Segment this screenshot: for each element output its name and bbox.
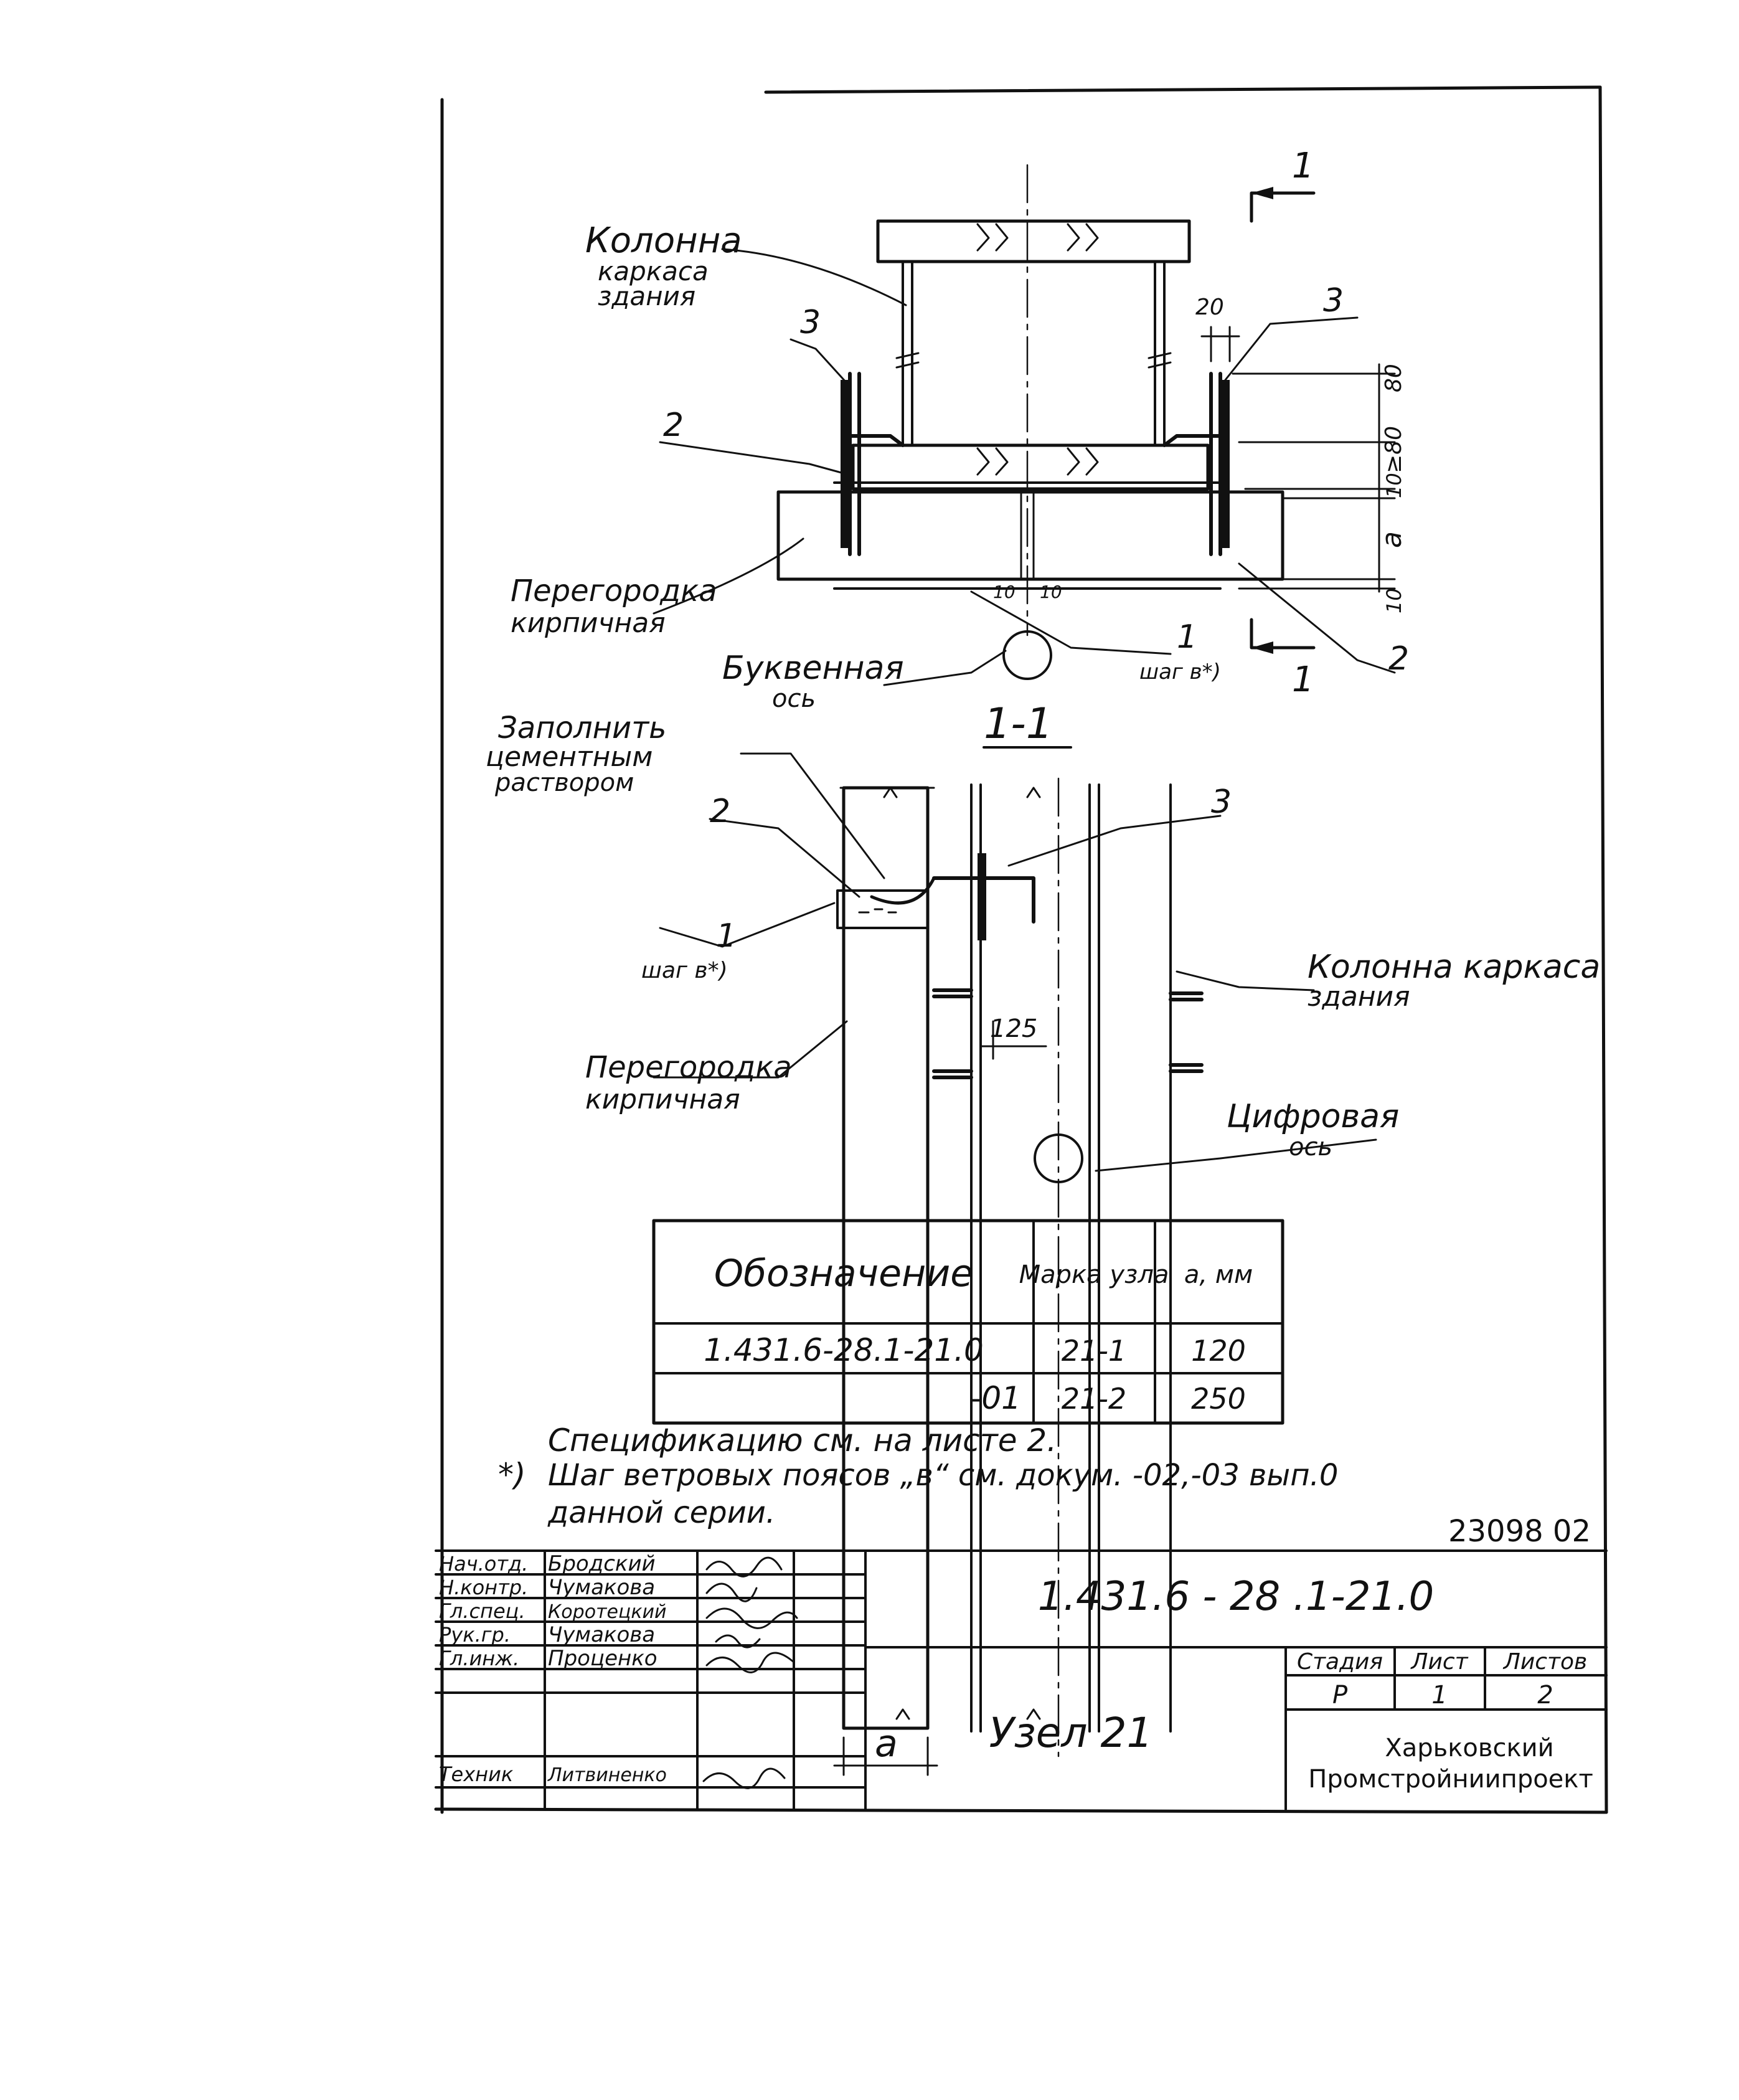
digit-axis-label-2: ось <box>1289 1133 1333 1161</box>
section-mark-top <box>1251 146 1314 221</box>
fill-label-2: цементным <box>486 741 653 773</box>
plan-column-label-3: здания <box>598 281 696 311</box>
staff-role-4: Рук.гр. <box>439 1623 511 1647</box>
plan-callout-2-left: 2 <box>663 407 684 444</box>
table-row1-designation: 1.431.6-28.1-21.0 <box>704 1332 984 1368</box>
dim-80: 80 <box>1381 364 1407 392</box>
plan-view <box>511 146 1409 713</box>
section-column-label-1: Колонна каркаса <box>1308 948 1601 986</box>
brick-partition-plan <box>778 492 1283 579</box>
org-name-2: Промстройниипроект <box>1308 1765 1593 1794</box>
plan-partition-label-1: Перегородка <box>511 574 717 608</box>
fill-label-3: раствором <box>495 769 634 797</box>
inventory-number: 23098 02 <box>1448 1514 1591 1549</box>
table-row2-a: 250 <box>1191 1382 1246 1416</box>
table-header-node: Марка узла <box>1019 1260 1169 1289</box>
table-header-designation: Обозначение <box>714 1252 974 1295</box>
plan-column-label-1: Колонна <box>585 220 742 261</box>
section-title: 1-1 <box>984 699 1053 749</box>
table-row2-designation: -01 <box>970 1380 1021 1416</box>
digit-axis-label-1: Цифровая <box>1227 1098 1400 1135</box>
bracket-left <box>841 374 903 554</box>
dim-a-plan: a <box>1376 531 1408 548</box>
stage-header: Стадия <box>1296 1649 1383 1675</box>
plan-pitch-label: шаг в*) <box>1139 660 1221 684</box>
plan-partition-label-2: кирпичная <box>511 607 666 639</box>
section-mark-bottom <box>1251 620 1314 700</box>
section-column-label-2: здания <box>1308 981 1410 1013</box>
section-callout-3: 3 <box>1211 783 1232 821</box>
section-mark-top-label: 1 <box>1292 146 1314 186</box>
section-callout-1: 1 <box>716 917 737 955</box>
column-top-flange <box>878 221 1189 262</box>
drawing-name: Узел 21 <box>989 1709 1153 1757</box>
staff-role-1: Нач.отд. <box>439 1552 529 1576</box>
letter-axis-bubble <box>1004 631 1051 679</box>
dim-10-bottom: 10 <box>1382 588 1406 613</box>
table-row2-node: 21-2 <box>1061 1382 1127 1416</box>
notes <box>498 1422 1591 1549</box>
plan-callout-2-right: 2 <box>1388 640 1410 678</box>
staff-role-3: Гл.спец. <box>439 1599 525 1623</box>
section-partition-label-2: кирпичная <box>585 1084 740 1115</box>
org-name-1: Харьковский <box>1385 1734 1554 1762</box>
table-row1-a: 120 <box>1191 1334 1246 1368</box>
plan-dimensions <box>993 295 1408 613</box>
sheets-value: 2 <box>1537 1681 1553 1710</box>
footnote-mark: *) <box>498 1457 526 1493</box>
staff-name-5: Проценко <box>548 1646 657 1671</box>
signatures <box>704 1558 797 1788</box>
letter-axis-label-2: ось <box>772 684 816 713</box>
variant-table <box>654 1221 1283 1423</box>
plan-column-label-2: каркаса <box>598 256 709 286</box>
staff-role-5: Гл.инж. <box>439 1647 520 1670</box>
footnote-line-1: Шаг ветровых поясов „в“ см. докум. -02,-03 вып.0 <box>548 1458 1339 1493</box>
letter-axis-label-1: Буквенная <box>722 650 904 687</box>
section-partition-label-1: Перегородка <box>585 1050 792 1085</box>
dim-a-section: a <box>875 1722 898 1766</box>
table-row1-node: 21-1 <box>1061 1334 1127 1368</box>
bracket-right <box>1164 374 1230 554</box>
staff-name-1: Бродский <box>548 1551 656 1576</box>
dim-ge80: ≥80 <box>1381 426 1407 473</box>
spec-note: Спецификацию см. на листе 2. <box>548 1422 1057 1459</box>
dim-10-mid-left: 10 <box>993 582 1016 602</box>
section-mark-bottom-label: 1 <box>1292 660 1314 700</box>
fill-label-1: Заполнить <box>498 711 667 745</box>
section-pitch-label: шаг в*) <box>641 958 728 983</box>
section-channel <box>934 990 1202 1077</box>
stage-value: Р <box>1332 1681 1348 1710</box>
sheets-header: Листов <box>1503 1649 1588 1675</box>
staff-name-3: Коротецкий <box>548 1601 667 1623</box>
staff-name-2: Чумакова <box>548 1575 656 1600</box>
plan-callout-3-left: 3 <box>800 304 821 341</box>
staff-name-7: Литвиненко <box>548 1764 667 1786</box>
plan-callout-1: 1 <box>1177 618 1198 656</box>
plan-callout-3-right: 3 <box>1323 282 1344 319</box>
staff-name-4: Чумакова <box>548 1622 656 1647</box>
dim-10-mid-right: 10 <box>1040 582 1062 602</box>
table-header-a: a, мм <box>1184 1260 1253 1289</box>
staff-role-7: Техник <box>439 1762 514 1786</box>
sheet-header: Лист <box>1411 1649 1468 1675</box>
sheet-value: 1 <box>1431 1681 1448 1710</box>
title-block <box>436 1551 1606 1809</box>
footnote-line-2: данной серии. <box>548 1495 776 1530</box>
staff-role-2: Н.контр. <box>439 1576 529 1599</box>
dim-125: 125 <box>990 1015 1038 1043</box>
section-callout-2: 2 <box>710 793 731 830</box>
drawing-designation: 1.431.6 - 28 .1-21.0 <box>1037 1574 1435 1620</box>
dim-20: 20 <box>1195 295 1224 320</box>
dim-10-top: 10 <box>1382 473 1406 498</box>
